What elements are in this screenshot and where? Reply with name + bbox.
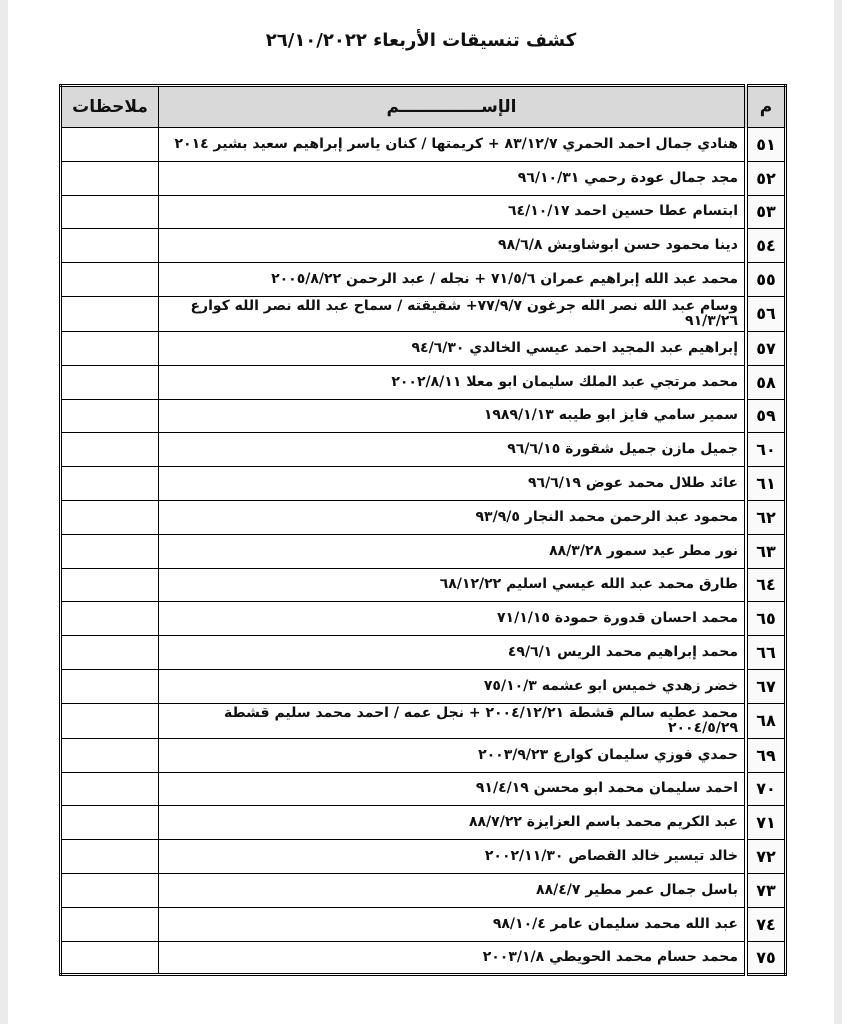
header-notes: ملاحظات xyxy=(61,86,159,128)
row-name: محمد احسان قدورة حمودة ٧١/١/١٥ xyxy=(159,602,747,636)
row-name: عائد طلال محمد عوض ٩٦/٦/١٩ xyxy=(159,467,747,501)
row-notes xyxy=(61,772,159,806)
table-row xyxy=(61,195,786,229)
table-row xyxy=(61,331,786,365)
table-row xyxy=(61,263,786,297)
row-notes xyxy=(61,467,159,501)
table-row xyxy=(61,534,786,568)
row-number: ٥٢ xyxy=(746,161,786,195)
row-notes xyxy=(61,941,159,975)
row-notes xyxy=(61,568,159,602)
row-name: محمد إبراهيم محمد الريس ٤٩/٦/١ xyxy=(159,636,747,670)
row-number: ٦٦ xyxy=(746,636,786,670)
row-notes xyxy=(61,636,159,670)
row-notes xyxy=(61,128,159,162)
row-number: ٧٣ xyxy=(746,873,786,907)
row-notes xyxy=(61,703,159,738)
row-number: ٥٣ xyxy=(746,195,786,229)
table-row xyxy=(61,399,786,433)
table-header-row xyxy=(61,86,786,128)
header-name: الإســــــــــــــم xyxy=(159,86,747,128)
row-number: ٥٤ xyxy=(746,229,786,263)
table-row xyxy=(61,907,786,941)
table-row xyxy=(61,433,786,467)
table-row xyxy=(61,738,786,772)
row-name: دينا محمود حسن ابوشاويش ٩٨/٦/٨ xyxy=(159,229,747,263)
document-page xyxy=(8,0,834,1024)
row-name: حمدي فوزي سليمان كوارع ٢٠٠٣/٩/٢٣ xyxy=(159,738,747,772)
row-number: ٦٥ xyxy=(746,602,786,636)
row-number: ٧٤ xyxy=(746,907,786,941)
table-row xyxy=(61,636,786,670)
table-row xyxy=(61,669,786,703)
row-notes xyxy=(61,161,159,195)
names-table xyxy=(59,84,787,976)
row-number: ٦٣ xyxy=(746,534,786,568)
row-notes xyxy=(61,534,159,568)
page-title: كشف تنسيقات الأربعاء ٢٦/١٠/٢٠٢٢ xyxy=(265,30,577,51)
row-number: ٦٨ xyxy=(746,703,786,738)
table-row xyxy=(61,873,786,907)
row-notes xyxy=(61,433,159,467)
row-number: ٧٢ xyxy=(746,840,786,874)
row-name: إبراهيم عبد المجيد احمد عيسي الخالدي ٩٤/٦/٣٠ xyxy=(159,331,747,365)
table-row xyxy=(61,703,786,738)
table-row xyxy=(61,840,786,874)
table-row xyxy=(61,772,786,806)
row-notes xyxy=(61,500,159,534)
row-notes xyxy=(61,669,159,703)
table-row xyxy=(61,568,786,602)
row-name: عبد الكريم محمد باسم العزايزة ٨٨/٧/٢٢ xyxy=(159,806,747,840)
table-row xyxy=(61,467,786,501)
header-number: م xyxy=(746,86,786,128)
table-row xyxy=(61,500,786,534)
row-name: خضر زهدي خميس ابو عشمه ٧٥/١٠/٣ xyxy=(159,669,747,703)
row-number: ٧١ xyxy=(746,806,786,840)
row-number: ٥٧ xyxy=(746,331,786,365)
row-notes xyxy=(61,907,159,941)
row-name: هنادي جمال احمد الحمري ٨٣/١٢/٧ + كريمتها / كنان ياسر إبراهيم سعيد بشير ٢٠١٤ xyxy=(159,128,747,162)
row-name: باسل جمال عمر مطير ٨٨/٤/٧ xyxy=(159,873,747,907)
row-name: نور مطر عيد سمور ٨٨/٣/٢٨ xyxy=(159,534,747,568)
row-number: ٥٨ xyxy=(746,365,786,399)
row-name: محمد عبد الله إبراهيم عمران ٧١/٥/٦ + نجله / عبد الرحمن ٢٠٠٥/٨/٢٢ xyxy=(159,263,747,297)
row-name: ابتسام عطا حسين احمد ٦٤/١٠/١٧ xyxy=(159,195,747,229)
table-row xyxy=(61,806,786,840)
row-notes xyxy=(61,296,159,331)
table-row xyxy=(61,229,786,263)
row-number: ٥١ xyxy=(746,128,786,162)
row-name: سمير سامي فايز ابو طيبه ١٩٨٩/١/١٣ xyxy=(159,399,747,433)
row-name: جميل مازن جميل شقورة ٩٦/٦/١٥ xyxy=(159,433,747,467)
table-row xyxy=(61,365,786,399)
row-name: عبد الله محمد سليمان عامر ٩٨/١٠/٤ xyxy=(159,907,747,941)
table-body xyxy=(61,128,786,975)
row-notes xyxy=(61,738,159,772)
row-number: ٥٩ xyxy=(746,399,786,433)
row-notes xyxy=(61,195,159,229)
row-notes xyxy=(61,263,159,297)
table-row xyxy=(61,128,786,162)
row-notes xyxy=(61,399,159,433)
row-number: ٧٠ xyxy=(746,772,786,806)
row-notes xyxy=(61,331,159,365)
row-number: ٦١ xyxy=(746,467,786,501)
row-name: محمد مرتجي عبد الملك سليمان ابو معلا ٢٠٠٢/٨/١١ xyxy=(159,365,747,399)
row-name: محمود عبد الرحمن محمد النجار ٩٣/٩/٥ xyxy=(159,500,747,534)
row-number: ٦٤ xyxy=(746,568,786,602)
row-number: ٦٢ xyxy=(746,500,786,534)
row-number: ٦٠ xyxy=(746,433,786,467)
row-notes xyxy=(61,806,159,840)
row-name: طارق محمد عبد الله عيسي اسليم ٦٨/١٢/٢٢ xyxy=(159,568,747,602)
row-notes xyxy=(61,229,159,263)
row-notes xyxy=(61,365,159,399)
row-notes xyxy=(61,602,159,636)
row-number: ٧٥ xyxy=(746,941,786,975)
row-name: محمد حسام محمد الحويطي ٢٠٠٣/١/٨ xyxy=(159,941,747,975)
table-row xyxy=(61,941,786,975)
row-number: ٥٥ xyxy=(746,263,786,297)
table-row xyxy=(61,296,786,331)
row-name: وسام عبد الله نصر الله جرغون ٧٧/٩/٧+ شقيقته / سماح عبد الله نصر الله كوارع ٩١/٣/٢٦ xyxy=(159,296,747,331)
row-number: ٥٦ xyxy=(746,296,786,331)
row-number: ٦٧ xyxy=(746,669,786,703)
table-row xyxy=(61,602,786,636)
table-row xyxy=(61,161,786,195)
row-number: ٦٩ xyxy=(746,738,786,772)
row-notes xyxy=(61,873,159,907)
row-name: مجد جمال عودة رحمي ٩٦/١٠/٣١ xyxy=(159,161,747,195)
row-notes xyxy=(61,840,159,874)
row-name: محمد عطيه سالم قشطة ٢٠٠٤/١٢/٢١ + نجل عمه / احمد محمد سليم قشطة ٢٠٠٤/٥/٢٩ xyxy=(159,703,747,738)
row-name: احمد سليمان محمد ابو محسن ٩١/٤/١٩ xyxy=(159,772,747,806)
row-name: خالد تيسير خالد القصاص ٢٠٠٢/١١/٣٠ xyxy=(159,840,747,874)
